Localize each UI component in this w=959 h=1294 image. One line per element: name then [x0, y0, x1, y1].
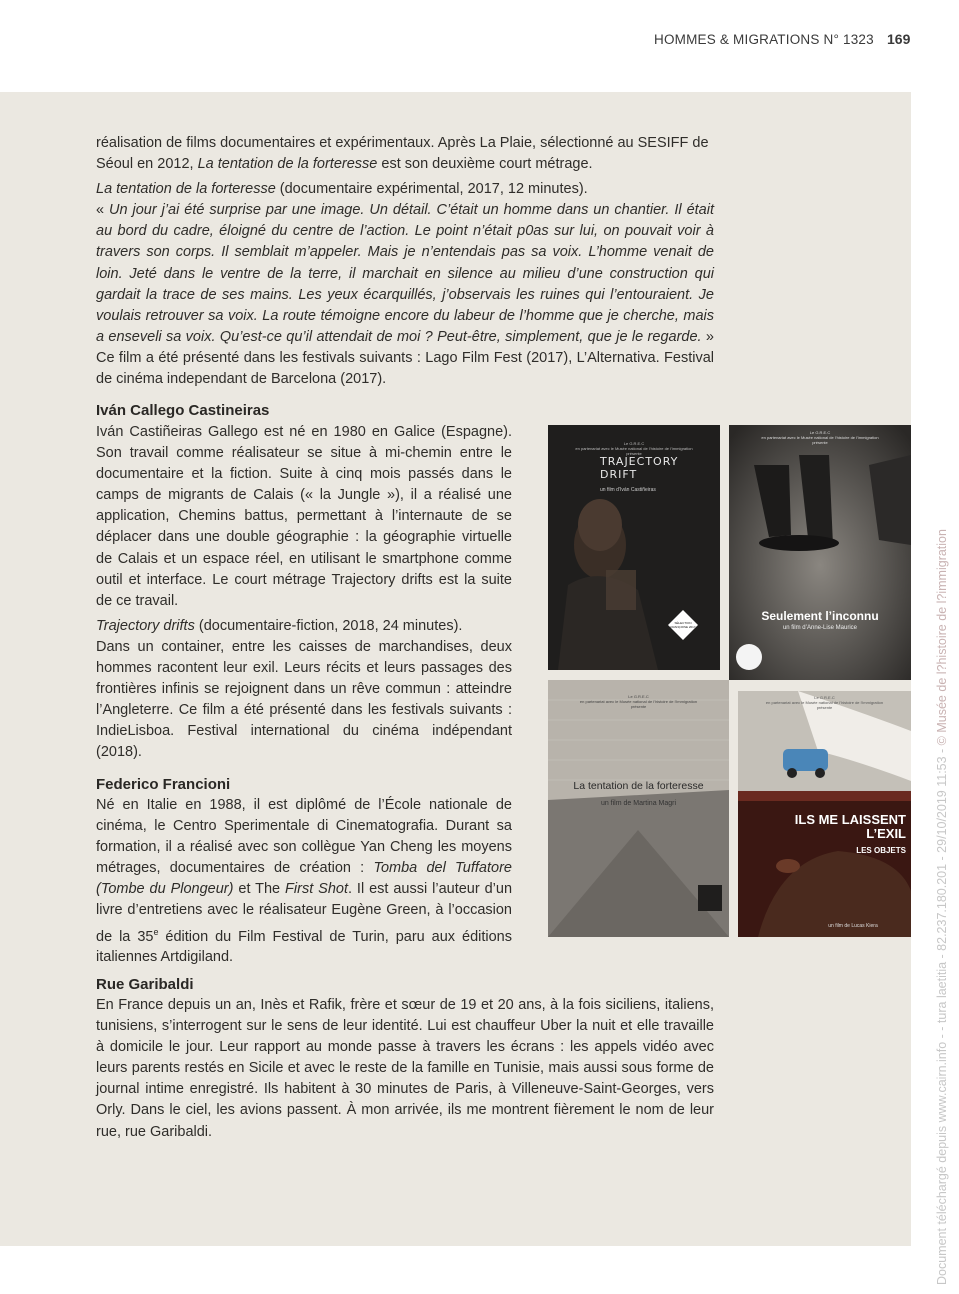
poster-objets-title-2: L’EXIL: [866, 826, 906, 841]
federico-bio: Né en Italie en 1988, il est diplômé de l’École nationale de cinéma, le Centro Sperimentale di Cinematografia. Durant sa formation, il a réalisé avec son collègue Yan Cheng les moyens métrages, documentaires de création : Tomba del Tuffatore (Tombe du Plongeur) et The First Shot. Il est aussi l’auteur d’un livre d’entretiens avec le réalisateur Eugène Green, à l’occasion de la 35e édition du Film Festival de Turin, paru aux éditions italiennes Artdigiland.: [96, 797, 513, 966]
poster-objets-title-1: ILS ME LAISSENT: [794, 812, 906, 827]
poster-objets-title-3: LES OBJETS: [856, 846, 906, 855]
federico-section: [96, 795, 512, 969]
poster-forteresse-credit: Le G.R.E.C en partenariat avec le Musée national de l’histoire de l’immigration présente: [579, 694, 698, 709]
poster-inconnu-credit: Le G.R.E.C en partenariat avec le Musée national de l’histoire de l’immigration présente: [761, 430, 879, 445]
rue-garibaldi-section: [96, 995, 714, 1143]
poster-objets-subtitle: un film de Lucas Kiera: [828, 923, 878, 929]
poster-inconnu-subtitle: un film d’Anne-Lise Maurice: [782, 625, 858, 631]
trajectory-synopsis: Dans un container, entre les caisses de marchandises, deux hommes racontent leur exil. Leurs récits et leurs passages des frontières infinis se rejoignent dans un rêve commun : atteindre l’Angleterre. Ce film a été présenté dans les festivals suivants : IndieLisboa. Festival international du cinéma indépendant (2018).: [96, 638, 512, 761]
journal-title: HOMMES & MIGRATIONS N° 1323: [654, 32, 874, 47]
poster-seulement-linconnu: [729, 425, 911, 680]
page-number: 169: [887, 31, 911, 47]
download-watermark: Document téléchargé depuis www.cairn.info - - tura laetitia - 82.237.180.201 - 29/10/2019 11:53 - © Musée de l?histoire de l?immigration: [935, 529, 949, 1285]
film-entry-trajectory: Trajectory drifts (documentaire-fiction, 2018, 24 minutes).: [96, 617, 463, 634]
ivan-bio: Iván Castiñeiras Gallego est né en 1980 en Galice (Espagne). Son travail comme réalisateur se situe à mi-chemin entre le documentaire et la fiction. Suite à cinq mois passés dans le camps de migrants de Calais (« la Jungle »), il a réalisé une application, Chemins battus, permettant à l’internaute de se déplacer dans une double géographie : la géographie virtuelle de Calais et un espace réel, en utilisant le smartphone comme outil et interface. Le court métrage Trajectory drifts est la suite de ce travail.: [96, 424, 512, 609]
poster-inconnu-image: [729, 425, 911, 680]
film-entry-forteresse: La tentation de la forteresse (documentaire expérimental, 2017, 12 minutes).: [96, 181, 588, 198]
poster-inconnu-title: Seulement l’inconnu: [761, 609, 879, 623]
heading-rue-garibaldi: Rue Garibaldi: [96, 976, 194, 993]
poster-objets-credit: Le G.R.E.C en partenariat avec le Musée national de l’histoire de l’immigration présente: [765, 695, 884, 710]
poster-trajectory-credit: Le G.R.E.C en partenariat avec le Musée national de l’histoire de l’immigration présente: [575, 441, 693, 456]
poster-trajectory-title: TRAJECTORY DRIFT: [600, 455, 679, 481]
heading-ivan: Iván Callego Castineiras: [96, 402, 270, 419]
ivan-section: [96, 422, 512, 764]
intro-section: [96, 133, 714, 390]
poster-trajectory-drift: [548, 425, 720, 670]
page-header: [0, 0, 959, 92]
film-quote: « Un jour j’ai été surprise par une image. Un détail. C’était un homme dans un chantier. Il était au bord du cadre, éloigné du centre de l’action. Le point n’était p0as sur lui, on pouvait voir à travers son corps. Il semblait m’appeler. Mais je n’entendais pas sa voix. L’homme venait de loin. Jeté dans le ventre de la terre, il marchait en silence au milieu d’une construction qui gardait la trace de ses mains. Les yeux écarquillés, j’observais les ruines qui l’entouraient. Je voulais retrouver sa voix. La route témoigne encore du labeur de l’homme que je cherche, mais a enseveli sa voix. Qu’est-ce qu’il attendait de moi ? Peut-être, simplement, que je le regarde. » Ce film a été présenté dans les festivals suivants : Lago Film Fest (2017), L’Alternativa. Festival de cinéma independant de Barcelona (2017).: [96, 202, 714, 388]
poster-ils-me-laissent-lexil: [738, 691, 911, 937]
poster-forteresse-subtitle: un film de Martina Magri: [600, 800, 677, 807]
intro-paragraph: réalisation de films documentaires et expérimentaux. Après La Plaie, sélectionné au SESIFF de Séoul en 2012, La tentation de la forteresse est son deuxième court métrage.: [96, 135, 709, 173]
heading-federico: Federico Francioni: [96, 776, 231, 793]
poster-forteresse-title: La tentation de la forteresse: [573, 780, 704, 792]
poster-trajectory-badge: SÉLECTION FRANÇOISE 2017: [670, 621, 696, 629]
poster-forteresse-image: [548, 680, 729, 937]
poster-tentation-forteresse: [548, 680, 729, 937]
rue-garibaldi-text: En France depuis un an, Inès et Rafik, frère et sœur de 19 et 20 ans, à la fois siciliens, italiens, tunisiens, s’interrogent sur le sens de leur identité. Lui est chauffeur Uber la nuit et elle travaille à domicile le jour. Leur rapport au monde passe à travers les écrans : les appels vidéo avec leurs parents restés en Sicile et avec le reste de la famille en Tunisie, mais aussi sous forme de journal intime enregistré. Ils habitent à 30 minutes de Paris, à Villeneuve-Saint-Georges, vers Orly. Dans le ciel, les avions passent. À mon arrivée, ils me montrent fièrement le nom de leur rue, rue Garibaldi.: [96, 997, 714, 1140]
poster-trajectory-subtitle: un film d’Iván Castiñeiras: [600, 487, 656, 493]
